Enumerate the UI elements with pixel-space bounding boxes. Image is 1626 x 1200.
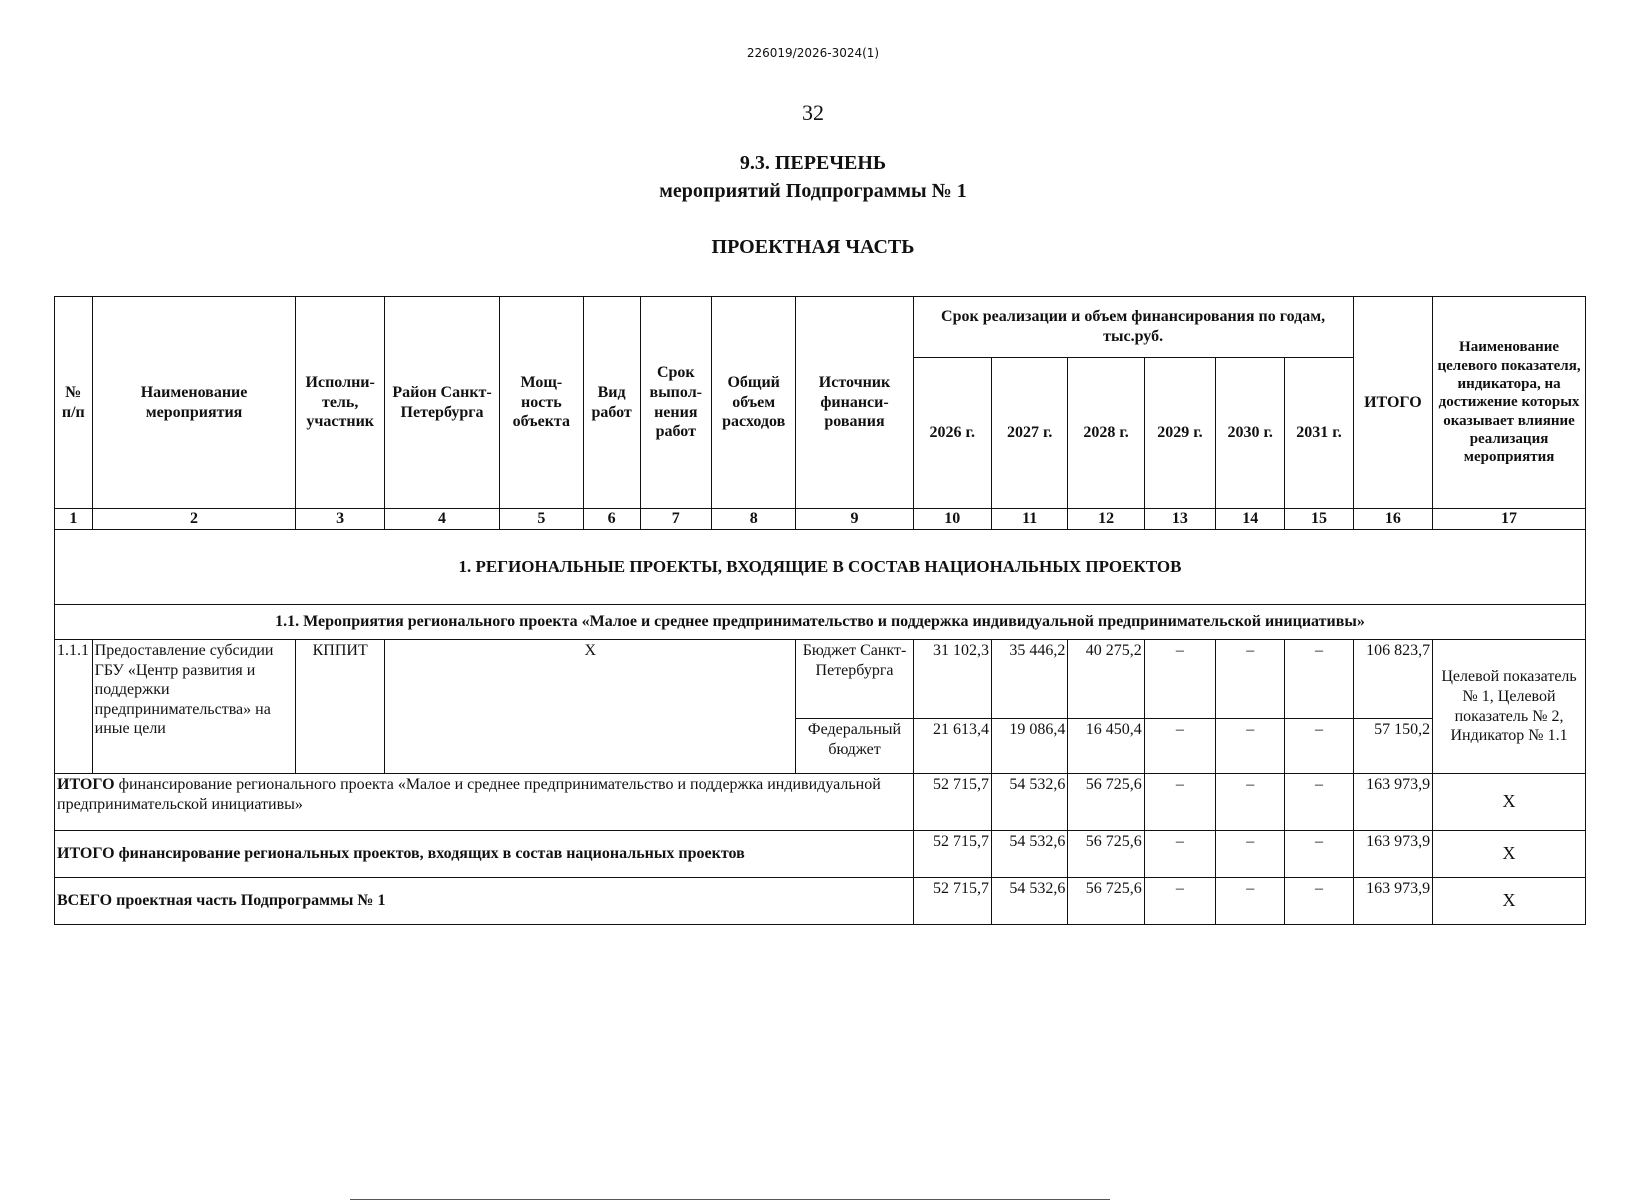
value-cell: 21 613,4 — [913, 719, 991, 774]
column-number: 10 — [913, 509, 991, 530]
column-number: 12 — [1068, 509, 1144, 530]
value-cell: – — [1285, 640, 1353, 719]
header-name: Наименование мероприятия — [92, 297, 296, 509]
page-number: 32 — [802, 100, 824, 125]
item-indicator: Целевой показатель № 1, Целевой показатель № 2, Индикатор № 1.1 — [1433, 640, 1586, 774]
header-year: 2029 г. — [1144, 358, 1215, 509]
value-cell: – — [1285, 878, 1353, 925]
header-executor: Исполни-тель, участник — [296, 297, 385, 509]
column-number: 3 — [296, 509, 385, 530]
column-number: 1 — [55, 509, 93, 530]
total-cell: 163 973,9 — [1353, 878, 1432, 925]
header-year: 2027 г. — [992, 358, 1068, 509]
column-number: 13 — [1144, 509, 1215, 530]
section-heading: ПРОЕКТНАЯ ЧАСТЬ — [711, 236, 915, 258]
value-cell: 56 725,6 — [1068, 774, 1144, 831]
column-number: 14 — [1216, 509, 1285, 530]
item-number: 1.1.1 — [55, 640, 93, 774]
header-total-cost: Общий объем расходов — [711, 297, 796, 509]
value-cell: 54 532,6 — [992, 878, 1068, 925]
total-row — [55, 878, 1586, 925]
column-number: 15 — [1285, 509, 1353, 530]
header-year: 2030 г. — [1216, 358, 1285, 509]
header-financing-group: Срок реализации и объем финансирования по годам, тыс.руб. — [913, 297, 1353, 358]
total-cell: 57 150,2 — [1353, 719, 1432, 774]
header-district: Район Санкт-Петербурга — [384, 297, 499, 509]
header-year: 2031 г. — [1285, 358, 1353, 509]
header-year: 2028 г. — [1068, 358, 1144, 509]
value-cell: – — [1216, 878, 1285, 925]
document-title: 9.3. ПЕРЕЧЕНЬ — [739, 152, 887, 174]
header-year: 2026 г. — [913, 358, 991, 509]
value-cell: 31 102,3 — [913, 640, 991, 719]
column-number: 7 — [640, 509, 711, 530]
header-num: № п/п — [55, 297, 93, 509]
header-capacity: Мощ-ность объекта — [500, 297, 584, 509]
value-cell: – — [1144, 640, 1215, 719]
value-cell: – — [1285, 774, 1353, 831]
total-row — [55, 831, 1586, 878]
value-cell: – — [1144, 878, 1215, 925]
indicator-x: X — [1433, 878, 1586, 925]
total-row — [55, 774, 1586, 831]
activities-table — [54, 296, 1586, 925]
value-cell: 19 086,4 — [992, 719, 1068, 774]
total-cell: 163 973,9 — [1353, 831, 1432, 878]
value-cell: – — [1144, 719, 1215, 774]
value-cell: – — [1216, 640, 1285, 719]
value-cell: – — [1144, 831, 1215, 878]
total-label-text: проектная часть Подпрограммы № 1 — [112, 892, 386, 910]
value-cell: – — [1285, 831, 1353, 878]
item-executor: КППИТ — [296, 640, 385, 774]
value-cell: 54 532,6 — [992, 831, 1068, 878]
item-x-mark: X — [384, 640, 795, 774]
funding-source: Федеральный бюджет — [796, 719, 913, 774]
header-source: Источник финанси-рования — [796, 297, 913, 509]
value-cell: – — [1144, 774, 1215, 831]
total-cell: 163 973,9 — [1353, 774, 1432, 831]
indicator-x: X — [1433, 831, 1586, 878]
column-number: 11 — [992, 509, 1068, 530]
column-number: 16 — [1353, 509, 1432, 530]
total-label-bold: ВСЕГО — [57, 892, 113, 910]
value-cell: 35 446,2 — [992, 640, 1068, 719]
indicator-x: X — [1433, 774, 1586, 831]
total-label-bold: ИТОГО — [57, 845, 115, 863]
total-label-bold: ИТОГО — [57, 776, 115, 793]
header-term: Срок выпол-нения работ — [640, 297, 711, 509]
value-cell: 16 450,4 — [1068, 719, 1144, 774]
total-label-text: финансирование регионального проекта «Малое и среднее предпринимательство и поддержка индивидуальной предпринимательской инициативы» — [57, 776, 881, 813]
document-subtitle: мероприятий Подпрограммы № 1 — [659, 180, 967, 202]
section-row: 1. РЕГИОНАЛЬНЫЕ ПРОЕКТЫ, ВХОДЯЩИЕ В СОСТАВ НАЦИОНАЛЬНЫХ ПРОЕКТОВ — [55, 530, 1586, 605]
column-number: 5 — [500, 509, 584, 530]
total-label-text: финансирование региональных проектов, входящих в состав национальных проектов — [114, 845, 745, 863]
value-cell: 52 715,7 — [913, 774, 991, 831]
column-number: 6 — [583, 509, 640, 530]
value-cell: – — [1285, 719, 1353, 774]
column-number: 4 — [384, 509, 499, 530]
header-indicator: Наименование целевого показателя, индикатора, на достижение которых оказывает влияние реализация мероприятия — [1433, 297, 1586, 509]
value-cell: 40 275,2 — [1068, 640, 1144, 719]
total-label — [55, 831, 914, 878]
value-cell: 56 725,6 — [1068, 878, 1144, 925]
value-cell: – — [1216, 774, 1285, 831]
total-cell: 106 823,7 — [1353, 640, 1432, 719]
total-label — [55, 774, 914, 831]
funding-source: Бюджет Санкт-Петербурга — [796, 640, 913, 719]
value-cell: 56 725,6 — [1068, 831, 1144, 878]
value-cell: – — [1216, 831, 1285, 878]
column-number: 17 — [1433, 509, 1586, 530]
column-number: 9 — [796, 509, 913, 530]
header-work-type: Вид работ — [583, 297, 640, 509]
column-number: 8 — [711, 509, 796, 530]
subsection-row: 1.1. Мероприятия регионального проекта «Малое и среднее предпринимательство и поддержка индивидуальной предпринимательской инициативы» — [55, 605, 1586, 640]
value-cell: 52 715,7 — [913, 831, 991, 878]
header-total: ИТОГО — [1353, 297, 1432, 509]
column-number: 2 — [92, 509, 296, 530]
table-row — [55, 640, 1586, 719]
total-label — [55, 878, 914, 925]
registration-number: 226019/2026-3024(1) — [746, 46, 880, 60]
value-cell: – — [1216, 719, 1285, 774]
value-cell: 52 715,7 — [913, 878, 991, 925]
value-cell: 54 532,6 — [992, 774, 1068, 831]
item-name: Предоставление субсидии ГБУ «Центр развития и поддержки предпринимательства» на иные цели — [92, 640, 296, 774]
